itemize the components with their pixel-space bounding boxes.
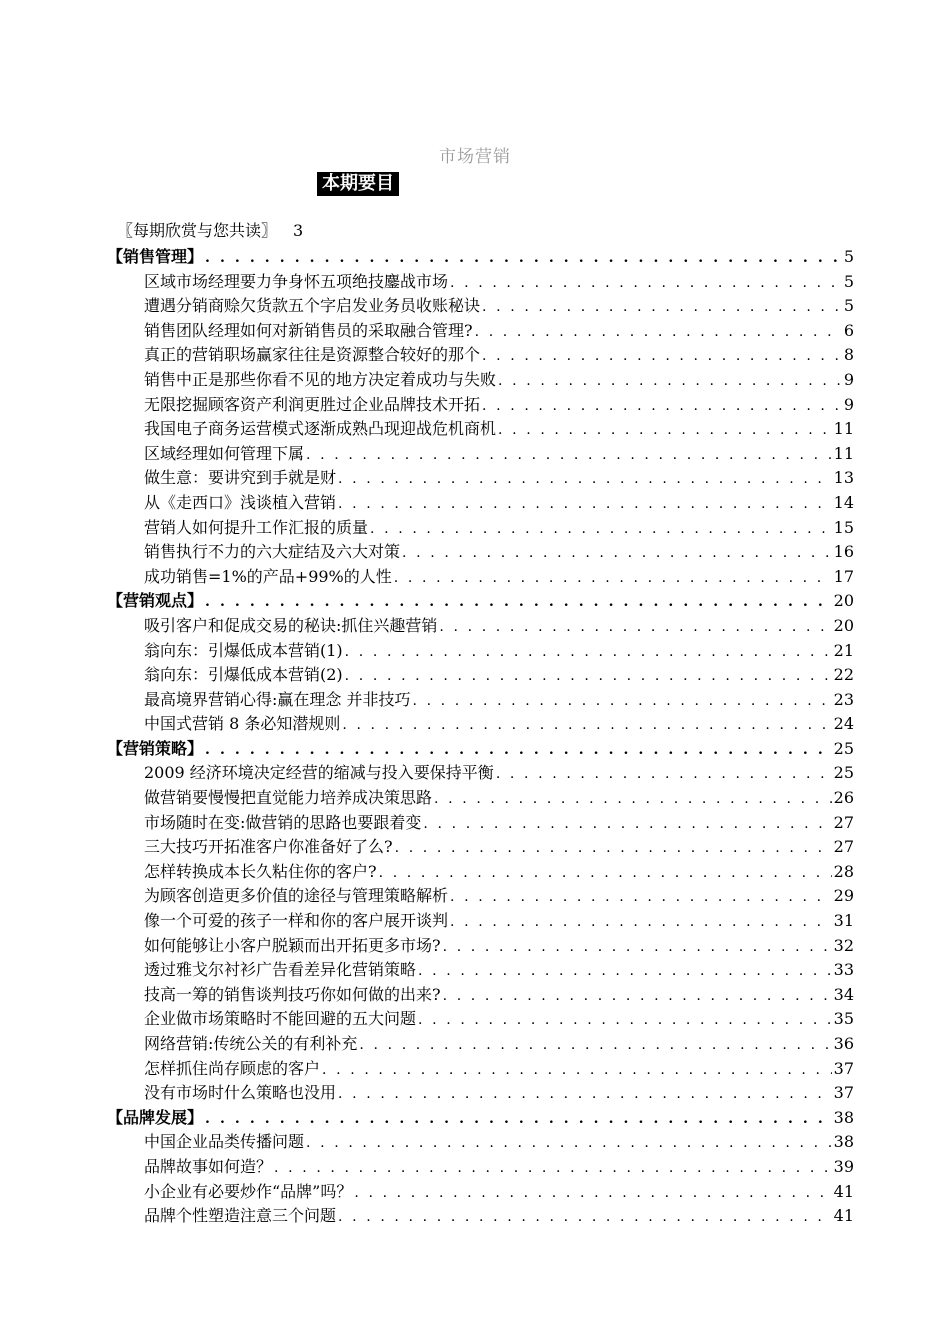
- dot-leader: [482, 394, 842, 418]
- toc-entry-page: 9: [843, 369, 854, 389]
- toc-entry-page: 24: [833, 714, 854, 734]
- dot-leader: [443, 984, 832, 1008]
- toc-entry-page: 6: [843, 320, 854, 340]
- toc-entry-title: 为顾客创造更多价值的途径与管理策略解析: [144, 886, 449, 906]
- dot-leader: [274, 1156, 832, 1180]
- toc-entry[interactable]: [107, 516, 854, 541]
- dot-leader: [439, 615, 831, 639]
- toc-entry-page: 5: [843, 247, 854, 266]
- toc-entry[interactable]: [107, 270, 854, 295]
- toc-entry-page: 16: [833, 542, 854, 562]
- toc-entry[interactable]: [107, 835, 854, 860]
- toc-entry-page: 9: [843, 394, 854, 414]
- toc-section[interactable]: [107, 589, 854, 614]
- dot-leader: [498, 418, 832, 442]
- toc-entry-page: 41: [833, 1181, 854, 1201]
- dot-leader: [450, 910, 832, 934]
- toc-entry-page: 26: [833, 788, 854, 808]
- toc-entry[interactable]: [107, 442, 854, 467]
- toc-entry-title: 吸引客户和促成交易的秘诀:抓住兴趣营销: [144, 615, 438, 635]
- toc-entry-title: 市场随时在变:做营销的思路也要跟着变: [144, 812, 422, 832]
- toc-entry-page: 38: [833, 1107, 854, 1127]
- toc-entry-title: 【营销观点】: [107, 591, 204, 611]
- toc-entry-title: 【销售管理】: [107, 247, 204, 266]
- toc-entry[interactable]: [107, 909, 854, 934]
- toc-entry-page: 41: [833, 1206, 854, 1226]
- dot-leader: [482, 344, 842, 368]
- dot-leader: [423, 812, 831, 836]
- toc-entry[interactable]: [107, 1032, 854, 1057]
- toc-entry-title: 遭遇分销商赊欠货款五个字启发业务员收账秘诀: [144, 296, 481, 316]
- toc-entry-title: 销售中正是那些你看不见的地方决定着成功与失败: [144, 369, 497, 389]
- dot-leader: [306, 443, 832, 467]
- dot-leader: [306, 1131, 832, 1155]
- toc-entry-page: 8: [843, 345, 854, 365]
- dot-leader: [338, 1082, 832, 1106]
- toc-entry-page: 34: [833, 984, 854, 1004]
- toc-entry[interactable]: [107, 958, 854, 983]
- toc-entry[interactable]: [107, 761, 854, 786]
- dot-leader: [379, 861, 832, 885]
- dot-leader: [434, 787, 832, 811]
- toc-entry[interactable]: [107, 466, 854, 491]
- toc-entry-title: 做营销要慢慢把直觉能力培养成决策思路: [144, 788, 433, 808]
- toc-entry[interactable]: [107, 491, 854, 516]
- toc-entry-page: 25: [833, 763, 854, 783]
- dot-leader: [475, 320, 842, 344]
- toc-entry-page: 37: [833, 1058, 854, 1078]
- toc-entry-title: 成功销售=1%的产品+99%的人性: [144, 566, 392, 586]
- toc-entry-title: 三大技巧开拓准客户你准备好了么?: [144, 837, 393, 857]
- toc-entry-page: 5: [843, 296, 854, 316]
- toc-entry-page: 21: [833, 640, 854, 660]
- toc-entry-title: 像一个可爱的孩子一样和你的客户展开谈判: [144, 911, 449, 931]
- toc-entry-page: 29: [833, 886, 854, 906]
- toc-entry-title: 品牌个性塑造注意三个问题: [144, 1206, 337, 1226]
- toc-entry-title: 技高一筹的销售谈判技巧你如何做的出来?: [144, 984, 441, 1004]
- dot-leader: [338, 1205, 832, 1229]
- dot-leader: [359, 1033, 831, 1057]
- dot-leader: [205, 1107, 832, 1131]
- toc-entry-page: 37: [833, 1083, 854, 1103]
- toc-section[interactable]: [107, 1106, 854, 1131]
- toc-entry-page: 33: [833, 960, 854, 980]
- toc-entry[interactable]: [107, 688, 854, 713]
- issue-contents-heading: 本期要目: [317, 172, 399, 196]
- toc-entry[interactable]: [107, 1204, 854, 1229]
- toc-entry[interactable]: [107, 983, 854, 1008]
- toc-entry-title: 做生意：要讲究到手就是财: [144, 468, 337, 488]
- toc-entry-title: 网络营销:传统公关的有利补充: [144, 1034, 358, 1053]
- dot-leader: [205, 738, 832, 762]
- dot-leader: [205, 246, 842, 270]
- toc-entry[interactable]: [107, 319, 854, 344]
- toc-entry-page: 22: [833, 665, 854, 685]
- table-of-contents: [107, 245, 854, 1229]
- toc-entry-page: 13: [833, 468, 854, 488]
- toc-entry-title: 中国企业品类传播问题: [144, 1132, 305, 1152]
- toc-entry-title: 我国电子商务运营模式逐渐成熟凸现迎战危机商机: [144, 419, 497, 439]
- toc-entry-title: 【品牌发展】: [107, 1107, 204, 1127]
- toc-entry[interactable]: [107, 1007, 854, 1032]
- toc-entry-page: 38: [833, 1132, 854, 1152]
- toc-entry-title: 区域市场经理要力争身怀五项绝技鏖战市场: [144, 271, 449, 291]
- dot-leader: [345, 664, 832, 688]
- toc-entry[interactable]: [107, 663, 854, 688]
- toc-entry-title: 从《走西口》浅谈植入营销: [144, 492, 337, 512]
- toc-entry-page: 28: [833, 861, 854, 881]
- toc-entry-page: 32: [833, 935, 854, 955]
- toc-entry-title: 销售团队经理如何对新销售员的采取融合管理?: [144, 320, 473, 340]
- toc-entry-title: 品牌故事如何造？: [144, 1156, 273, 1176]
- dot-leader: [418, 959, 832, 983]
- dot-leader: [345, 640, 832, 664]
- toc-entry[interactable]: [107, 343, 854, 368]
- toc-entry-title: 怎样转换成本长久粘住你的客户?: [144, 861, 377, 881]
- toc-entry-page: 5: [843, 271, 854, 291]
- toc-entry[interactable]: [107, 860, 854, 885]
- toc-entry-page: 39: [833, 1156, 854, 1176]
- toc-entry-title: 区域经理如何管理下属: [144, 443, 305, 463]
- dot-leader: [498, 369, 842, 393]
- dot-leader: [370, 517, 832, 541]
- toc-entry[interactable]: [107, 1081, 854, 1106]
- toc-entry-title: 翁向东：引爆低成本营销(2): [144, 665, 343, 685]
- toc-entry-title: 无限挖掘顾客资产利润更胜过企业品牌技术开拓: [144, 394, 481, 414]
- toc-entry-page: 31: [833, 911, 854, 931]
- dot-leader: [394, 566, 832, 590]
- toc-entry[interactable]: [107, 934, 854, 959]
- toc-entry[interactable]: [107, 1180, 854, 1205]
- toc-entry-title: 【营销策略】: [107, 738, 204, 758]
- dot-leader: [443, 935, 832, 959]
- toc-entry[interactable]: [107, 1130, 854, 1155]
- toc-entry[interactable]: [107, 712, 854, 737]
- dot-leader: [496, 762, 832, 786]
- toc-entry-title: 小企业有必要炒作“品牌”吗？: [144, 1181, 353, 1201]
- toc-entry-title: 如何能够让小客户脱颖而出开拓更多市场?: [144, 935, 441, 955]
- toc-entry[interactable]: [107, 639, 854, 664]
- toc-entry[interactable]: [107, 540, 854, 565]
- toc-entry-title: 最高境界营销心得:赢在理念 并非技巧: [144, 689, 411, 709]
- toc-entry-page: 11: [833, 443, 854, 463]
- toc-entry[interactable]: [107, 884, 854, 909]
- dot-leader: [322, 1058, 832, 1082]
- toc-entry[interactable]: [107, 1057, 854, 1082]
- toc-section[interactable]: [107, 245, 854, 270]
- dot-leader: [354, 1181, 831, 1205]
- toc-entry-page: 27: [833, 812, 854, 832]
- toc-entry[interactable]: [107, 565, 854, 590]
- dot-leader: [205, 590, 832, 614]
- toc-entry-title: 营销人如何提升工作汇报的质量: [144, 517, 369, 537]
- toc-entry-page: 20: [833, 591, 854, 611]
- featured-label: 〖每期欣赏与您共读〗: [117, 221, 278, 240]
- toc-entry[interactable]: [107, 393, 854, 418]
- toc-entry[interactable]: [107, 294, 854, 319]
- toc-entry[interactable]: [107, 368, 854, 393]
- toc-entry-page: 17: [833, 566, 854, 586]
- toc-entry-page: 25: [833, 738, 854, 758]
- dot-leader: [418, 1008, 832, 1032]
- toc-entry-page: 23: [833, 689, 854, 709]
- dot-leader: [338, 492, 832, 516]
- dot-leader: [342, 713, 831, 737]
- toc-section[interactable]: [107, 737, 854, 762]
- toc-entry-title: 怎样抓住尚存顾虑的客户: [144, 1058, 321, 1078]
- toc-entry[interactable]: [107, 417, 854, 442]
- featured-entry: [117, 220, 303, 242]
- dot-leader: [412, 689, 831, 713]
- toc-entry-page: 36: [833, 1034, 854, 1053]
- dot-leader: [482, 295, 842, 319]
- toc-entry-title: 销售执行不力的六大症结及六大对策: [144, 542, 401, 562]
- dot-leader: [450, 271, 842, 295]
- toc-entry-title: 企业做市场策略时不能回避的五大问题: [144, 1009, 417, 1029]
- toc-entry-title: 真正的营销职场赢家往往是资源整合较好的那个: [144, 345, 481, 365]
- toc-entry[interactable]: [107, 786, 854, 811]
- toc-entry-page: 14: [833, 492, 854, 512]
- dot-leader: [395, 836, 832, 860]
- toc-entry[interactable]: [107, 614, 854, 639]
- dot-leader: [338, 467, 832, 491]
- toc-entry[interactable]: [107, 811, 854, 836]
- dot-leader: [450, 885, 832, 909]
- toc-entry-page: 20: [833, 615, 854, 635]
- toc-entry-page: 35: [833, 1009, 854, 1029]
- toc-entry[interactable]: [107, 1155, 854, 1180]
- toc-entry-title: 透过雅戈尔衬衫广告看差异化营销策略: [144, 960, 417, 980]
- running-header-title: 市场营销: [439, 147, 511, 167]
- toc-entry-page: 27: [833, 837, 854, 857]
- toc-entry-title: 没有市场时什么策略也没用: [144, 1083, 337, 1103]
- dot-leader: [402, 541, 832, 565]
- toc-entry-page: 11: [833, 419, 854, 439]
- toc-entry-title: 中国式营销 8 条必知潜规则: [144, 714, 341, 734]
- featured-page: 3: [293, 221, 304, 240]
- toc-entry-title: 翁向东：引爆低成本营销(1): [144, 640, 343, 660]
- toc-entry-page: 15: [833, 517, 854, 537]
- toc-entry-title: 2009 经济环境决定经营的缩减与投入要保持平衡: [144, 763, 494, 783]
